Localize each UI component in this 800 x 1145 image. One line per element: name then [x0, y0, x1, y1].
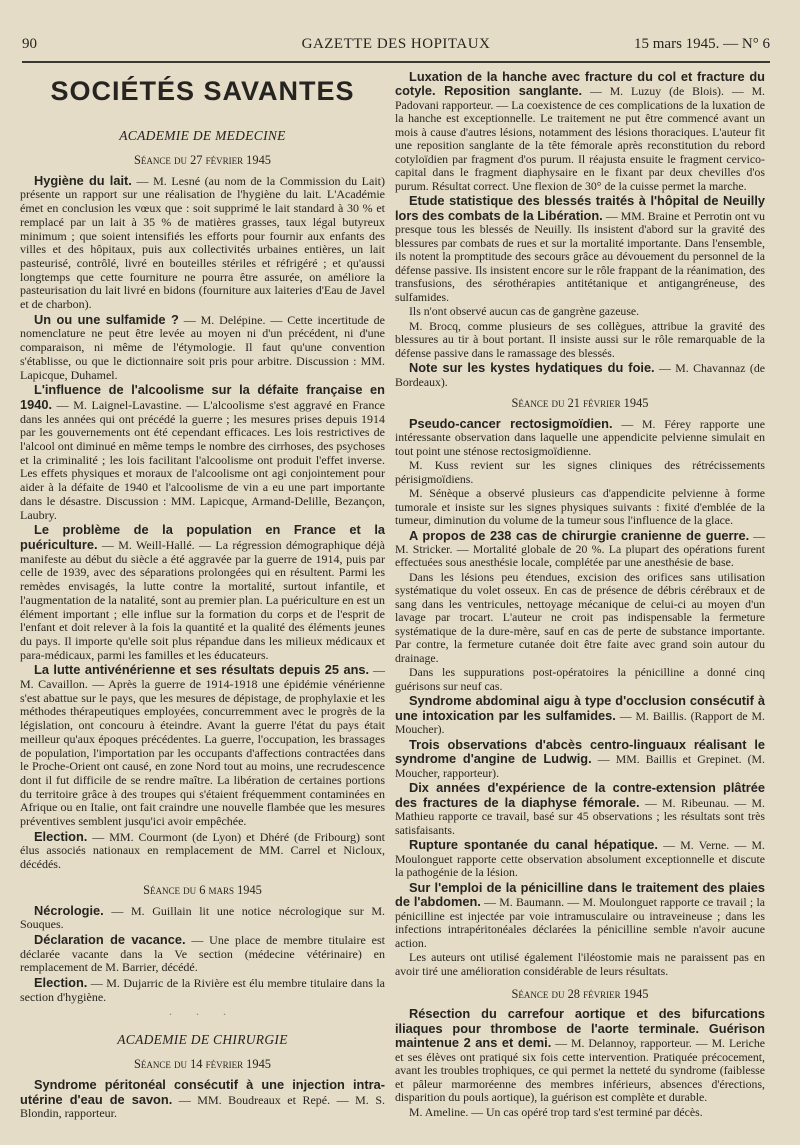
article-title: Etude statistique des blessés traités à l'hôpital de Neuilly lors des combats de la Libération. — [395, 193, 765, 223]
item-list — [395, 417, 765, 978]
article-body: M. Sénèque a observé plusieurs cas d'appendicite pelvienne à forme tumorale et insiste sur les signes physiques suivants : fixité d'emblée de la tumeur, diminution du volume de la tumeur sous l'influence de la glace. — [395, 486, 765, 528]
article-body: Dans les suppurations post-opératoires la pénicilline a donné cinq guérisons sur neuf cas. — [395, 665, 765, 693]
article-paragraph — [20, 663, 385, 828]
article-body: — M. Chavannaz (de Bordeaux). — [395, 361, 765, 389]
article-title: Syndrome abdominal aigu à type d'occlusion consécutif à une intoxication par les sulfamides. — [395, 693, 765, 723]
article-paragraph — [395, 305, 765, 318]
article-paragraph — [20, 933, 385, 975]
academy-heading: ACADEMIE DE CHIRURGIE — [117, 1032, 288, 1048]
article-paragraph — [395, 70, 765, 193]
session-heading: Séance du 6 mars 1945 — [143, 882, 262, 897]
article-title: Rupture spontanée du canal hépatique. — [409, 837, 658, 853]
article-body: — M. Dujarric de la Rivière est élu membre titulaire dans la section d'hygiène. — [20, 976, 385, 1004]
article-title: Election. — [34, 828, 88, 844]
article-body: — M. Férey rapporte une intéressante observation dans laquelle une appendicite pelvienne simulait en tout point une sténose rectosigmoïdienne. — [395, 416, 765, 458]
article-title: Hygiène du lait. — [34, 172, 132, 188]
article-body: — M. Luzuy (de Blois). — M. Padovani rapporteur. — La coexistence de ces complications de la luxation de la hanche est exceptionnelle. Le traitement ne put être commencé avant un mois à cause d'autres lésions, notamment des lésions thoraciques. L'auteur fit une reposition sanglante de la tête fémorale après reconstitution du rebord cotyloïdien par fragment d'os purum. Il réajusta ensuite le fragment cervico-capital dans le fragment diaphysaire en le fixant par deux chevilles d'os purum. Résultat correct. Une flexion de 30° de la cuisse permet la marche. — [395, 84, 766, 193]
article-body: — M. Guillain lit une notice nécrologique sur M. Souques. — [20, 903, 385, 932]
section-title: SOCIÉTÉS SAVANTES — [50, 76, 355, 106]
article-body: — M. Delépine. — Cette incertitude de nomenclature ne peut être levée au moyen ni d'un précédent, ni d'une comparaison, ni même de l'étymologie. Il faut qu'une convention s'établisse, ou que le dictionnaire soit pris pour arbitre. Discussion : MM. Lapicque, Duhamel. — [20, 312, 385, 382]
article-body: — M. Baillis. (Rapport de M. Moucher). — [395, 708, 765, 737]
article-body: Dans les lésions peu étendues, excision des orifices sans utilisation systématique du volet osseux. En cas de présence de débris cérébraux et de sang dans les ventricules, nettoyage mécanique de celui-ci au moyen d'un lavage par trocart. L'auteur ne croit pas indispensable la fermeture systématique de la dure-mère, sauf en cas de perte de substance importante. Par contre, la fermeture cutanée doit être faite avec grand soin autour du drainage. — [395, 569, 765, 665]
article-paragraph — [395, 738, 765, 780]
article-body: M. Kuss revient sur les signes cliniques des rétrécissements périsigmoïdiens. — [395, 458, 765, 486]
article-body: — MM. Boudreaux et Repé. — M. S. Blondin, rapporteur. — [20, 1092, 385, 1121]
article-paragraph — [395, 1106, 765, 1119]
article-paragraph — [20, 1078, 385, 1121]
article-title: Déclaration de vacance. — [34, 931, 186, 947]
item-list — [395, 1007, 765, 1119]
article-body: — M. Baumann. — M. Moulonguet rapporte ce travail ; la pénicilline est injectée par voie intramusculaire ou intraveineuse ; dans les infections intrapéritonéales déclarées la pénicilline semble n'avoir aucune action. — [395, 895, 765, 950]
article-title: La lutte antivénérienne et ses résultats depuis 25 ans. — [34, 662, 370, 678]
article-paragraph — [395, 571, 765, 665]
article-paragraph — [395, 951, 765, 978]
article-body: M. Brocq, comme plusieurs de ses collègues, attribue la gravité des blessures au tir à bout portant. Il insiste aussi sur le rôle remarquable de la défense passive dans le ramassage des blessés. — [395, 318, 765, 360]
article-paragraph — [395, 529, 765, 570]
item-list — [20, 174, 385, 872]
article-title: Sur l'emploi de la pénicilline dans le traitement des plaies de l'abdomen. — [395, 879, 765, 910]
article-body: — M. Verne. — M. Moulonguet rapporte cette observation absolument exceptionnelle et discute la pathogénie de la lésion. — [395, 838, 765, 880]
article-body: Les auteurs ont utilisé également l'iléostomie mais ne paraissent pas en avoir tiré une amélioration considérable de leurs résultats. — [395, 950, 765, 978]
item-list — [20, 904, 385, 1005]
article-body: — Une place de membre titulaire est déclarée vacante dans la Ve section (médecine vétérinaire) en remplacement de M. Barrier, décédé. — [20, 932, 385, 975]
article-paragraph — [20, 523, 385, 662]
article-paragraph — [20, 976, 385, 1004]
article-paragraph — [20, 313, 385, 383]
article-body: — M. Weill-Hallé. — La régression démographique déjà manifeste au début du siècle a été aggravée par la guerre de 1914, puis par celle de 1939, avec des séparations prolongées qui en résultent. Parmi les remèdes envisagés, la lutte contre la mortalité, surtout infantile, et l'augmentation de la natalité, sont au premier plan. La puériculture en est un élément important ; elle influe sur la formation du corps et de l'esprit de l'enfant et doit relever à la fois la quantité et la qualité des éléments jeunes du pays. Il importe qu'elle soit plus répandue dans les milieux médicaux et para-médicaux, parmi les familles et les éducateurs. — [20, 537, 385, 662]
article-paragraph — [20, 174, 385, 312]
article-title: Syndrome péritonéal consécutif à une injection intra-utérine d'eau de savon. — [20, 1076, 385, 1107]
article-body: — M. Cavaillon. — Après la guerre de 1914-1918 une épidémie vénérienne s'est abattue sur le pays, que les mesures de dépistage, de prophylaxie et les méthodes thérapeutiques employées, concurremment avec le progrès de la législation, ont concouru à éteindre. Avant la guerre l'état du pays était meilleur qu'aux époques précédentes. La guerre, l'occupation, les brassages de population, l'importation par les occupants d'affections contractées dans le Proche-Orient ont causé, en zone Nord tout au moins, une recrudescence dont il fut difficile de se rendre maître. La libération de certaines portions du territoire grâce à des troupes qui s'étaient fréquemment contaminées en Afrique ou en Italie, ont fait craindre une nouvelle flambée que les mesures préventives semblent jusqu'ici avoir empêchée. — [20, 663, 385, 829]
article-paragraph — [20, 383, 385, 522]
article-paragraph — [395, 361, 765, 389]
session-heading: Séance du 14 février 1945 — [134, 1057, 271, 1072]
article-paragraph — [395, 194, 765, 304]
article-paragraph — [395, 320, 765, 360]
page-header — [22, 36, 770, 58]
left-column — [20, 70, 385, 1122]
page-number: 90 — [22, 36, 37, 52]
article-body: — MM. Baillis et Grepinet. (M. Moucher, rapporteur). — [395, 752, 765, 780]
issue-date: 15 mars 1945. — N° 6 — [634, 36, 770, 52]
article-title: A propos de 238 cas de chirurgie cranienne de guerre. — [409, 527, 750, 543]
article-body: — M. Lesné (au nom de la Commission du Lait) présente un rapport sur une réalisation de l'hygiène du lait. L'Académie émet en conclusion les vœux que : soit supprimé le lait standard à 30 % et remplacé par un lait à 35 % de matières grasses, taux légal butyreux minimum ; que soient intensifiés les efforts pour fournir aux enfants des villes et des hôpitaux, puis aux collectivités urbaines entières, un lait pasteurisé, contrôlé, livré en bouteilles stériles et réfrigéré ; et qu'aussi longtemps que cette fourniture ne pourra être assurée, on améliore la pasteurisation du lait livré en bidons (fourniture aux laiteries d'Eau de Javel et de charbon). — [20, 173, 386, 312]
article-body: M. Ameline. — Un cas opéré trop tard s'est terminé par décès. — [409, 1104, 703, 1119]
session-heading: Séance du 21 février 1945 — [511, 396, 649, 411]
article-paragraph — [395, 881, 765, 950]
article-title: Note sur les kystes hydatiques du foie. — [409, 360, 655, 376]
article-paragraph — [395, 487, 765, 527]
article-paragraph — [395, 417, 765, 458]
article-body: — M. Ribeunau. — M. Mathieu rapporte ce travail, basé sur 45 observations ; les résultats sont très satisfaisants. — [395, 795, 765, 837]
article-title: Nécrologie. — [34, 902, 104, 918]
session-heading: Séance du 28 février 1945 — [511, 987, 649, 1001]
header-rule — [22, 61, 770, 63]
academy-heading: ACADEMIE DE MEDECINE — [119, 128, 286, 143]
article-title: L'influence de l'alcoolisme sur la défaite française en 1940. — [20, 382, 385, 412]
article-title: Le problème de la population en France et la puériculture. — [20, 522, 385, 552]
journal-title: GAZETTE DES HOPITAUX — [301, 36, 491, 52]
article-paragraph — [395, 694, 765, 736]
article-body: — M. Laignel-Lavastine. — L'alcoolisme s'est aggravé en France dans les années qui ont précédé la guerre ; les mesures prises depuis 1914 par les gouvernements ont été cependant efficaces. Les lois restrictives de l'alcool ont diminué en même temps le nombre des cirrhoses, des psychoses et la criminalité ; les lois facilitant l'alcoolisme ont produit l'effet inverse. Les effets physiques et moraux de l'alcoolisme ont agi conjointement pour aider à la défaite de 1940 et l'alcoolisme de vin a eu une part importante dans le désastre. Discussion : MM. Lapicque, Armand-Delille, Bezançon, Laubry. — [20, 397, 385, 522]
separator: · · · — [168, 1007, 237, 1022]
session-heading: Séance du 27 février 1945 — [134, 153, 271, 167]
article-paragraph — [395, 459, 765, 486]
article-body: — M. Stricker. — Mortalité globale de 20 %. La plupart des opérations furent effectuées sous anesthésie locale, complétée par une anesthésie de base. — [395, 528, 765, 570]
item-list — [20, 1078, 385, 1121]
article-body: Ils n'ont observé aucun cas de gangrène gazeuse. — [409, 304, 640, 319]
article-body: — MM. Braine et Perrotin ont vu presque tous les blessés de Neuilly. Ils insistent d'abord sur la gravité des blessures par combats de rues et sur la mortalité importante. Dans l'ensemble, ils notent la promptitude des secours grâce au dévouement du personnel de la défense passive. Ils insistent encore sur le rôle frappant de la réanimation, des transfusions, des sérothérapies antitétanique et antigangréneuse, des sulfamides. — [395, 208, 765, 304]
article-paragraph — [395, 838, 765, 879]
article-title: Dix années d'expérience de la contre-extension plâtrée des fractures de la diaphyse fémorale. — [395, 780, 765, 810]
article-title: Luxation de la hanche avec fracture du col et fracture du cotyle. Reposition sanglante. — [395, 69, 765, 99]
article-paragraph — [395, 781, 765, 837]
article-title: Pseudo-cancer rectosigmoïdien. — [409, 415, 613, 431]
article-paragraph — [20, 830, 385, 872]
article-body: — MM. Courmont (de Lyon) et Dhéré (de Fribourg) sont élus associés nationaux en remplacement de MM. Carrel et Nicloux, décédés. — [20, 829, 385, 872]
article-title: Un ou une sulfamide ? — [34, 311, 179, 327]
right-column — [395, 70, 765, 1120]
article-paragraph — [395, 666, 765, 693]
article-body: — M. Delannoy, rapporteur. — M. Leriche et ses élèves ont pratiqué six fois cette intervention. Pratiquée précocement, avant les troubles trophiques, ce qui permet la netteté du syndrome (faiblesse et pâleur marmoréenne des membres inférieurs, absences d'érections, disparition du pouls aortique), la guérison est complète et durable. — [395, 1036, 765, 1105]
article-title: Election. — [34, 975, 88, 991]
article-title: Trois observations d'abcès centro-linguaux réalisant le syndrome d'angine de Ludwig. — [395, 736, 765, 767]
item-list — [395, 70, 765, 389]
article-title: Résection du carrefour aortique et des bifurcations iliaques pour thrombose de l'aorte terminale. Guérison maintenue 2 ans et demi. — [395, 1006, 765, 1051]
article-paragraph — [395, 1007, 765, 1104]
article-paragraph — [20, 904, 385, 932]
